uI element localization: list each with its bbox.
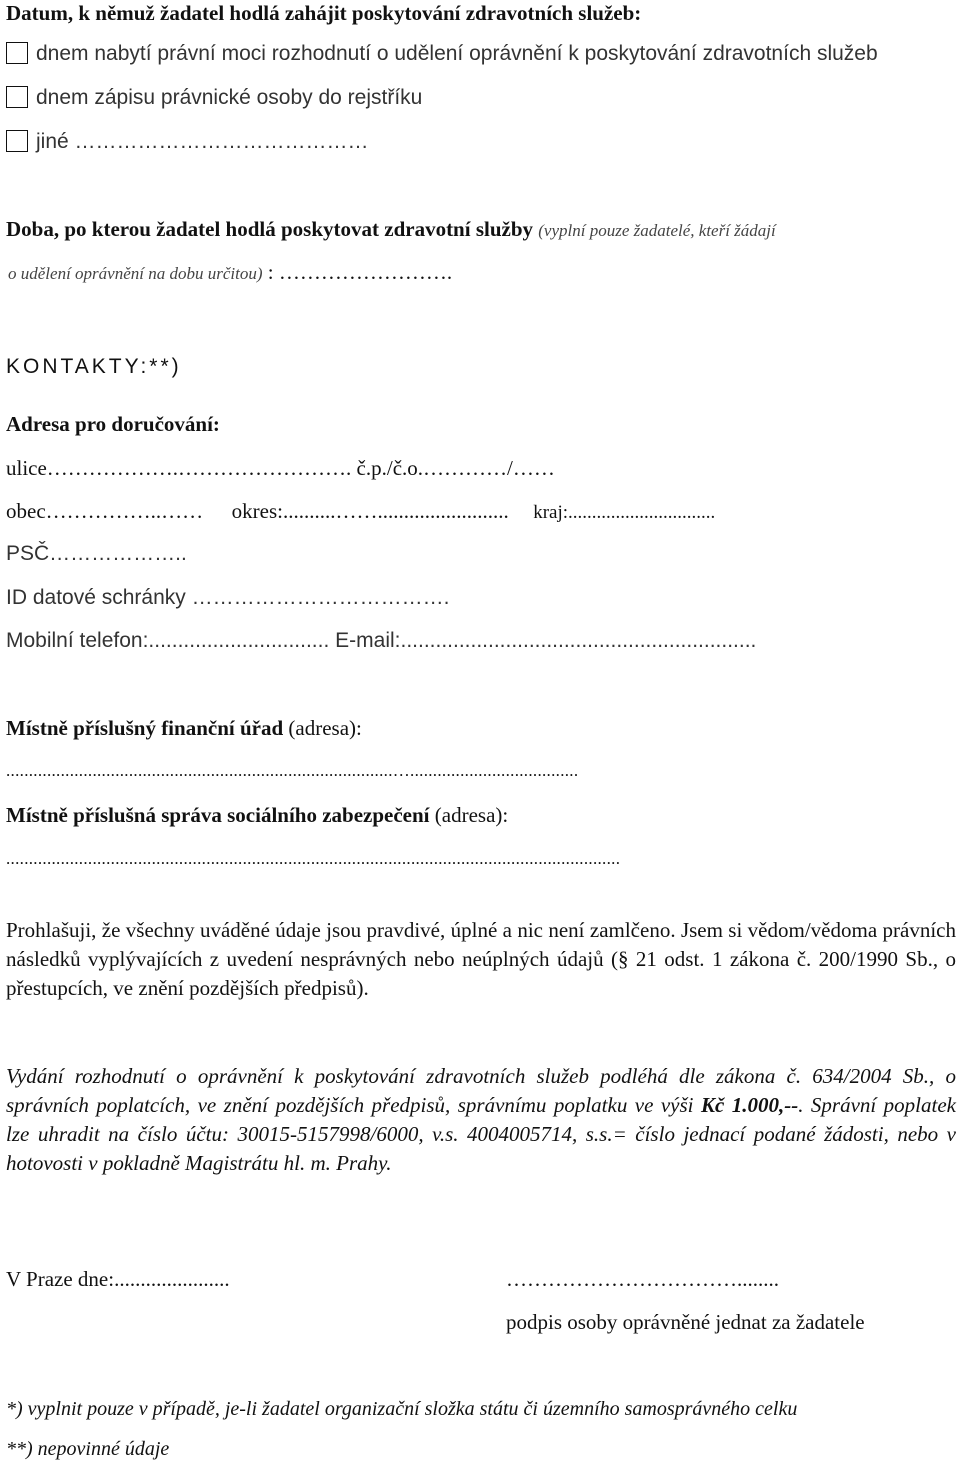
option-label: dnem nabytí právní moci rozhodnutí o udělení oprávnění k poskytování zdravotních služeb [36,42,878,65]
duration-line-2[interactable] [8,259,452,287]
email-field[interactable]: E-mail:............................................................. [335,629,757,652]
tax-office-suffix: (adresa): [288,716,362,740]
street-field[interactable]: ulice……………….……………………. č.p./č.o.…………/…… [6,456,555,480]
duration-heading: Doba, po kterou žadatel hodlá poskytovat zdravotní služby [6,217,534,241]
fee-paragraph [6,1062,956,1178]
tax-office-blank[interactable]: .....................................................................................…..................................... [6,761,579,780]
checkbox[interactable] [6,42,28,64]
databox-field[interactable]: ID datové schránky ………………………………. [6,586,450,609]
signature-line[interactable]: ……………………………........ [506,1267,779,1291]
fee-text-1: Vydání rozhodnutí o oprávnění k poskytování zdravotních služeb podléhá dle zákona č. 634/2004 Sb., o správních poplatcích, ve znění pozdějších předpisů, správnímu poplatku ve výši [6,1064,956,1117]
okres-field[interactable]: okres:..........……......................... [231,499,509,523]
obec-field[interactable]: obec……………..…… [6,499,204,523]
duration-note: (vyplní pouze žadatelé, kteří žádají [538,221,776,240]
start-date-heading: Datum, k němuž žadatel hodlá zahájit poskytování zdravotních služeb: [6,1,642,25]
footnote-1: *) vyplnit pouze v případě, je-li žadatel organizační složka státu či územního samosprávného celku [6,1398,798,1420]
declaration-paragraph [6,916,956,1003]
option-other[interactable] [6,129,369,155]
duration-blank[interactable]: : ……………………. [267,260,453,284]
fee-text-2: . Správní poplatek lze uhradit na číslo účtu: 30015-5157998/6000, v.s. 4004005714, s.s.= číslo jednací podané žádosti, nebo v hotovosti v pokladně Magistrátu hl. m. Prahy. [6,1093,956,1175]
contact-row [6,628,756,654]
social-blank[interactable]: ....................................................................................................................................... [6,849,621,868]
checkbox[interactable] [6,86,28,108]
option-label: jiné …………………………………… [36,130,369,153]
social-heading: Místně příslušná správa sociálního zabezpečení [6,803,430,827]
footnote-2: **) nepovinné údaje [6,1438,170,1460]
address-heading: Adresa pro doručování: [6,412,220,436]
mobile-field[interactable]: Mobilní telefon:............................... [6,629,330,652]
section-sign: § [618,947,629,971]
option-register[interactable] [6,85,422,111]
psc-field[interactable]: PSČ……………….. [6,542,187,565]
kraj-field[interactable]: kraj:............................... [533,502,716,523]
tax-office-heading: Místně příslušný finanční úřad [6,716,284,740]
place-date-field[interactable]: V Praze dne:...................... [6,1267,230,1291]
declaration-text-1: Prohlašuji, že všechny uváděné údaje jsou pravdivé, úplné a nic není zamlčeno. Jsem si vědom/vědoma právních následků vyplývajících z uvedení nesprávných nebo neúplných údajů ( [6,918,956,971]
city-row [6,498,715,526]
social-suffix: (adresa): [434,803,509,827]
duration-line [6,216,776,244]
fee-amount: Kč 1.000,-- [700,1093,799,1117]
declaration-text-2: 21 odst. 1 zákona č. 200/1990 Sb., o přestupcích, ve znění pozdějších předpisů). [6,947,956,1000]
option-label: dnem zápisu právnické osoby do rejstříku [36,86,423,109]
tax-office-heading-line [6,715,362,741]
signature-label: podpis osoby oprávněné jednat za žadatele [506,1310,865,1334]
duration-note-cont: o udělení oprávnění na dobu určitou) [8,264,263,283]
checkbox[interactable] [6,130,28,152]
contacts-heading: KONTAKTY:**) [6,355,182,378]
option-legal-effect[interactable] [6,41,878,67]
social-heading-line [6,802,508,828]
